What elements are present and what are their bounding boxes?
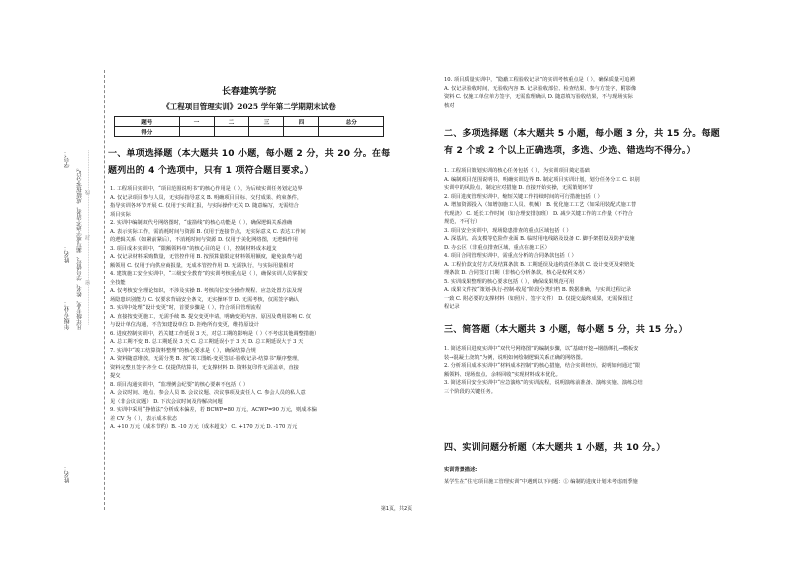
question-line: 核对 [444, 102, 455, 109]
question-line: 3. 简述项目安全实训中“应急演练”的实训流程，说明演练前准备、演练实施、演练总结 [444, 380, 643, 386]
question-line: 4. 建筑施工安全实训中，“三级安全教育”的实训考核重点是（ ），确保实训人员掌握安 [110, 271, 308, 277]
score-head-cell: 总分 [319, 117, 384, 127]
question-line: 2. 分析项目成本实训中“材料成本控制”的核心措施，结合实训经历，说明如何通过“限 [444, 363, 641, 369]
question-line: 3. 项目安全实训中，现场隐患排查的重点区域包括（ ） [444, 227, 572, 234]
school-name: 长春建筑学院 [221, 87, 276, 97]
score-value-row [115, 127, 384, 137]
question-line: 额领料、现场盘点、余料回收”实现材料成本优化。 [444, 371, 561, 378]
question-line: 资料完整且签字齐全 C. 仅提供结算书，无支撑材料 D. 资料复印件无需盖章，直接 [110, 364, 299, 371]
question-line: 额领用 C. 仅用于向供应商报量，无成本管控作用 D. 无需执行，与实际用量相对 [110, 262, 294, 269]
score-row-label: 得分 [115, 127, 180, 137]
question-line: A. +10 万元（成本节约）B. -10 万元（成本超支） C. +170 万元 D. -170 万元 [110, 424, 298, 430]
major-label: 年级专业： [64, 300, 71, 330]
exam-title: 《工程项目管理实训》2025 学年第二学期期末试卷 [162, 102, 336, 111]
binding-margin [0, 0, 91, 561]
score-table [114, 116, 384, 137]
question-line: A. 资料随意堆放，无需分类 B. 按“竣工图纸-变更签证-验收记录-结算书”顺序整理， [110, 356, 303, 362]
section3-heading: 三、简答题（本大题共 3 小题，每小题 5 分，共 15 分。） [444, 325, 688, 335]
question-line: A. 成果文件按“策划-执行-控制-收尾”阶段分类归档 B. 数据准确，与实训过程记录 [444, 287, 632, 293]
question-line: A. 深基坑、高支模等危险作业面 B. 临时用电线路及设备 C. 脚手架搭设及防护设施 [444, 236, 635, 242]
score-head-cell: 三 [249, 117, 284, 127]
question-line: 项目实际 [110, 211, 131, 218]
score-cell [319, 127, 384, 137]
question-line: 提交 [110, 373, 121, 379]
question-line: 8. 项目沟通实训中，“监理例会纪要”的核心要素不包括（ ） [110, 381, 249, 388]
question-line: 差 CV 为（ ），表示成本状态 [110, 415, 178, 422]
question-line: A. 工程价款支付方式及结算条款 B. 工期延误及违约责任条款 C. 设计变更及索赔处 [444, 261, 635, 268]
question-line: A. 仅记录项目参与人员，无实际指导意义 B. 明确项目目标、交付成果、约束条件， [110, 194, 303, 201]
question-line: 实训中的风险点，制定应对措施 D. 直接开始实操，无需策划环节 [444, 185, 593, 191]
section2-heading-line2: 有 2 个或 2 个以上正确选项，多选、少选、错选均不得分。） [444, 146, 696, 156]
question-line: 1. 工程项目实训中，“项目范围说明书”的核心作用是（ ），为后续实训任务划定边界 [110, 186, 303, 192]
question-line: A. 会议时间、地点、参会人员 B. 会议议题、决议事项及责任人 C. 参会人员的私人意 [110, 390, 306, 396]
seal-dashed-line [104, 70, 105, 510]
score-head-cell: 二 [214, 117, 249, 127]
section4-heading: 四、实训问题分析题（本大题共 1 小题，共 10 分。） [444, 443, 666, 453]
question-line: 3. 项目成本实训中，“限额领料单”的核心目的是（ ），控制材料成本超支 [110, 245, 277, 252]
question-line: 场隐患识别能力 C. 仅要求背诵安全条文，无实操环节 D. 无需考核，仅需签字确认 [110, 296, 299, 303]
score-head-cell: 四 [284, 117, 319, 127]
question-line: 1. 简述项目进度实训中“双代号网络图”的编制步骤，以“基础开挖→钢筋绑扎→模板安 [444, 346, 639, 352]
question-line: A. 总工期不变 B. 总工期延误 3 天 C. 总工期延误小于 3 天 D. 总工期延误大于 3 天 [110, 339, 304, 345]
score-cell [249, 127, 284, 137]
score-cell [179, 127, 214, 137]
question-line: 7. 实训中“竣工结算资料整理”的核心要求是（ ），确保结算合规 [110, 347, 256, 354]
section1-heading [108, 146, 398, 180]
section4-body [444, 466, 744, 486]
section2-questions [444, 167, 744, 312]
student-id-label: 学号： [64, 150, 71, 168]
question-line: 10. 项目质量实训中，“隐蔽工程验收记录”的实训考核重点是（ ），确保质量可追溯 [444, 77, 635, 83]
question-line: 资料 C. 仅施工单位单方签字，无需监理确认 D. 随意填写验收结果，不与现场实际 [444, 94, 633, 100]
section1-heading-line1: 一、单项选择题（本大题共 10 小题，每小题 2 分，共 20 分。在每 [108, 149, 391, 159]
question-line: A. 编制项目范围说明书，明确实训边界 B. 制定项目实训计划，划分任务分工 C. 识别 [444, 176, 640, 183]
question-line: 代现浇） C. 延长工作时间（如合理安排加班） D. 减少关键工作的工作量（不符合 [444, 210, 633, 217]
question-line: 5. 实训成果整理的核心要求包括（ ），确保成果规范可用 [444, 278, 575, 285]
binding-note: 凡年级专业、姓名、学号错写、漏写或字迹不清者，成绩按零分记。 [77, 165, 83, 330]
question-line: D. 办公区（非重点排查区域，重点在施工区） [444, 244, 550, 251]
question-line: 装→混凝土浇筑”为例，说明如何绘制逻辑关系正确的网络图。 [444, 354, 586, 361]
question-line: A. 仅考核安全理论知识，不涉及实操 B. 考核岗位安全操作规程、应急处置方法及现 [110, 288, 303, 294]
question-line: A. 直接按变更施工，无需手续 B. 提交变更申请，明确变更内容、原因及费用影响 C. 仅 [110, 313, 311, 320]
score-head-cell: 题号 [115, 117, 180, 127]
question-line: 5. 实训中处理“设计变更”时，首要步骤是（ ），符合项目管理流程 [110, 305, 262, 311]
question-line: 的逻辑关系（如紧前紧后），不消耗时间与资源 D. 仅用于美化网络图，无逻辑作用 [110, 237, 298, 243]
question-line: 6. 进度控制实训中，若关键工作延误 3 天，对总工期的影响是（ ）（不考虑其他调整措施） [110, 330, 320, 337]
question-line: 2. 实训中编制双代号网络图时，“虚箭线”的核心功能是（ ），确保逻辑关系准确 [110, 220, 293, 226]
section4-subtitle: 实训背景描述: [444, 467, 478, 473]
page-number: 第1页，共2页 [380, 506, 413, 512]
bottom-name-label: 姓名： [64, 465, 71, 483]
score-header-row [115, 117, 384, 127]
score-cell [214, 127, 249, 137]
section1-questions [110, 185, 396, 432]
section2-heading [444, 126, 754, 160]
question-line: A. 仅记录验收时间，无验收内容 B. 记录验收部位、检查结果、参与方签字，附影像 [444, 85, 637, 92]
question-line: 全技能 [110, 279, 126, 286]
question-line: 2. 项目进度管理实训中，缩短关键工作持续时间的可行措施包括（ ） [444, 193, 603, 200]
question-line: A. 增加资源投入（如增加施工人员、机械） B. 优化施工工艺（如采用装配式施工替 [444, 202, 637, 208]
question-line: A. 表示实际工作，需消耗时间与资源 B. 仅用于连接节点，无实际意义 C. 表达工作间 [110, 228, 306, 235]
score-head-cell: 一 [179, 117, 214, 127]
score-cell [284, 127, 319, 137]
section4-text: 某学生在“住宅项目施工管理实训”中遇到以下问题：① 编制的进度计划未考虑雨季施 [444, 478, 638, 485]
question-line: 指导实训各环节开展 C. 仅用于实训汇报，与实际操作无关 D. 随意编写，无需结合 [110, 203, 299, 209]
question-line: 1. 工程项目策划实训的核心任务包括（ ），为实训项目奠定基础 [444, 168, 590, 174]
section2-heading-line1: 二、多项选择题（本大题共 5 小题，每小题 3 分，共 15 分。每题 [444, 129, 720, 139]
question-line: 规范，不可行） [444, 219, 481, 225]
name-label: 姓名： [64, 245, 71, 263]
question-line: A. 仅记录材料采购数量，无管控作用 B. 按预算量限定材料领用额度，避免浪费与超 [110, 254, 303, 260]
question-line: 与设计单位沟通，不告知建设单位 D. 拒绝所有变更，维持原设计 [110, 322, 259, 328]
question-line: 三个阶段的关键任务。 [444, 388, 496, 395]
section1-heading-line2: 题列出的 4 个选项中，只有 1 项符合题目要求。） [108, 166, 314, 176]
section1-continued [444, 76, 744, 110]
question-line: 见（非会议议题） D. 下次会议时间及待解决问题 [110, 398, 223, 405]
question-line: 理条款 D. 合同签订日期（非核心分析条款，核心是权利义务） [444, 270, 588, 276]
question-line: 4. 项目合同管理实训中，需重点分析的合同条款包括（ ） [444, 253, 577, 259]
question-line: 9. 实训中采用“挣值法”分析成本偏差，若 BCWP=80 万元，ACWP=90 万元，则成本偏 [110, 407, 317, 413]
section3-questions [444, 345, 744, 396]
seal-line: ……………………密……………………封……………………线…………………… [85, 150, 91, 325]
question-line: 程记录 [444, 304, 460, 310]
question-line: 一致 C. 附必要的支撑材料（如照片、签字文件） D. 仅提交最终成果，无需保留过 [444, 295, 633, 302]
